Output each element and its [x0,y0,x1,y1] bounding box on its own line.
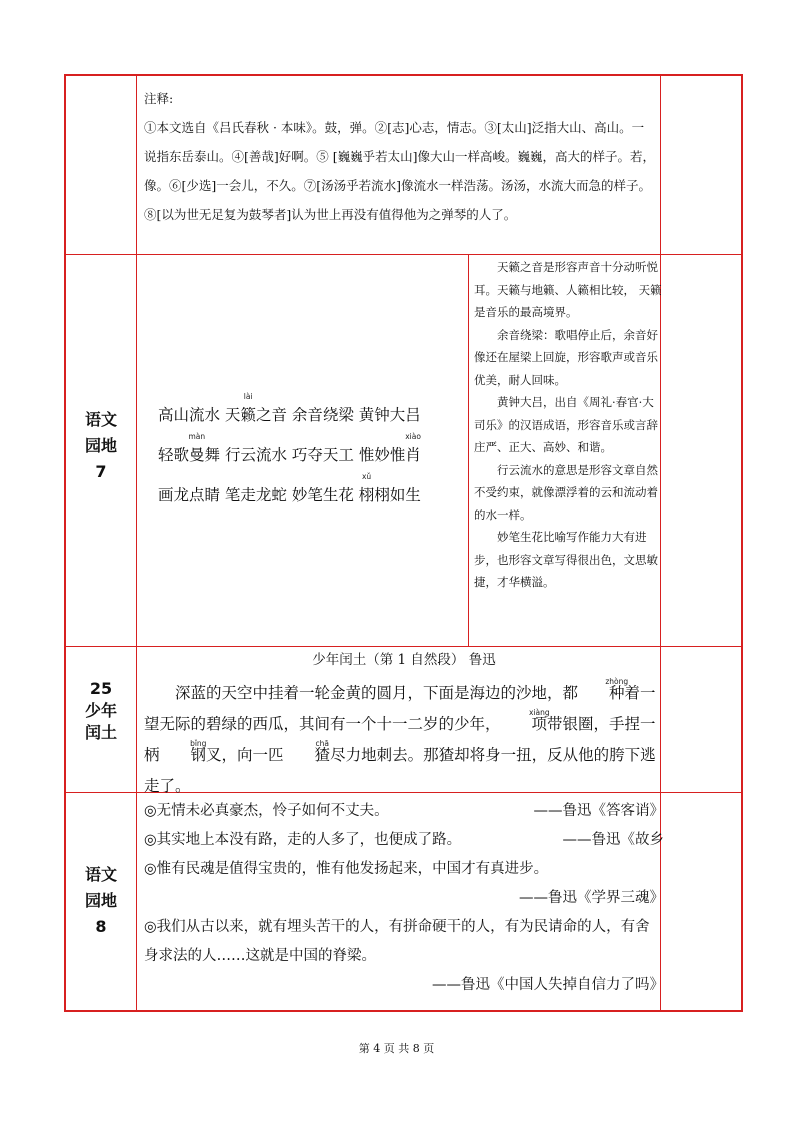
idiom-line: 轻歌 màn 曼舞 行云流水 巧夺天工 惟妙惟 xiào 肖 [158,432,421,464]
pinyin: zhòng [605,677,629,686]
quote-source: ——鲁迅《故乡 [562,832,664,848]
story-title: 少年闰土（第 1 自然段） 鲁迅 [312,652,496,668]
lu-xun-quotes [144,797,664,1000]
content-table [64,74,743,1012]
quote-source: ——鲁迅《中国人失掉自信力了吗》 [432,977,664,993]
row-label-yuwen-7: 语文 园地 7 [84,410,117,481]
idiom-line: 高山流水 天 lài 籁之音 余音绕梁 黄钟大吕 [158,392,421,424]
story-excerpt [144,650,664,802]
pinyin: lài [243,392,253,401]
pinyin: xiào [405,432,421,441]
idiom-explanations [474,256,664,594]
column-divider [136,76,137,1010]
pinyin: xǔ [361,472,372,481]
explanation-item: 黄钟大吕，出自《周礼·春官·大司乐》的汉语成语，形容音乐或言辞庄严、正大、高妙、和谐。 [474,395,658,454]
pinyin: bǐng [190,739,207,748]
pinyin: chā [315,739,330,748]
explanation-item: 天籁之音是形容声音十分动听悦耳。天籁与地籁、人籁相比较， 天籁是音乐的最高境界。 [474,260,662,319]
row-divider [66,646,741,647]
quote-source: ——鲁迅《答客诮》 [533,803,664,819]
explanation-item: 余音绕梁：歌唱停止后，余音好像还在屋梁上回旋，形容歌声或音乐优美，耐人回味。 [474,327,658,387]
pinyin: xiàng [528,708,550,717]
quote-item: ——鲁迅《故乡 ◎其实地上本没有路，走的人多了，也便成了路。 [144,826,664,855]
row-label-lesson-25: 25 少年 闰土 [84,679,117,742]
pinyin: màn [188,432,206,441]
quote-source: ——鲁迅《学界三魂》 [519,890,664,906]
quote-item: ——鲁迅《答客诮》 ◎无情未必真豪杰，怜子如何不丈夫。 [144,797,664,826]
row-label-yuwen-8: 语文 园地 8 [84,865,117,936]
idiom-line: 画龙点睛 笔走龙蛇 妙笔生花 xǔ 栩栩如生 [158,472,421,504]
explanation-item: 妙笔生花比喻写作能力大有进步，也形容文章写得很出色，文思敏捷，才华横溢。 [474,530,658,589]
quote-item: ◎我们从古以来，就有埋头苦干的人，有拼命硬干的人，有为民请命的人，有舍身求法的人……这就是中国的脊梁。 ——鲁迅《中国人失掉自信力了吗》 [144,913,664,1000]
column-divider [468,254,469,646]
quote-item: ◎惟有民魂是值得宝贵的，惟有他发扬起来，中国才有真进步。 ——鲁迅《学界三魂》 [144,855,664,913]
notes-label: 注释: [144,91,174,106]
row-divider [66,254,741,255]
page-number: 第 4 页 共 8 页 [358,1042,435,1055]
notes-text: ①本文选自《吕氏春秋 · 本味》。鼓，弹。②[志]心志，情志。③[太山]泛指大山、高山。一说指东岳泰山。④[善哉]好啊。⑤ [巍巍乎若太山]像大山一样高峻。巍巍，高大的样子。若，像。⑥[少选]一会儿，不久。⑦[汤汤乎若流水]像流水一样浩荡。汤汤，水流大而急的样子。⑧[以为世无足复为鼓琴者]认为世上再没有值得他为之弹琴的人了。 [144,120,655,222]
explanation-item: 行云流水的意思是形容文章自然不受约束，就像漂浮着的云和流动着的水一样。 [474,462,658,522]
annotation-notes [144,84,656,229]
story-body: 深蓝的天空中挂着一轮金黄的圆月，下面是海边的沙地，都 zhòng 种着一望无际的碧绿的西瓜，其间有一个十一二岁的少年， xiàng 项带银圈，手捏一柄 bǐng 钢叉，向一匹 chā 猹尽力地刺去。那猹却将身一扭，反从他的胯下逃走了。 [144,678,664,802]
